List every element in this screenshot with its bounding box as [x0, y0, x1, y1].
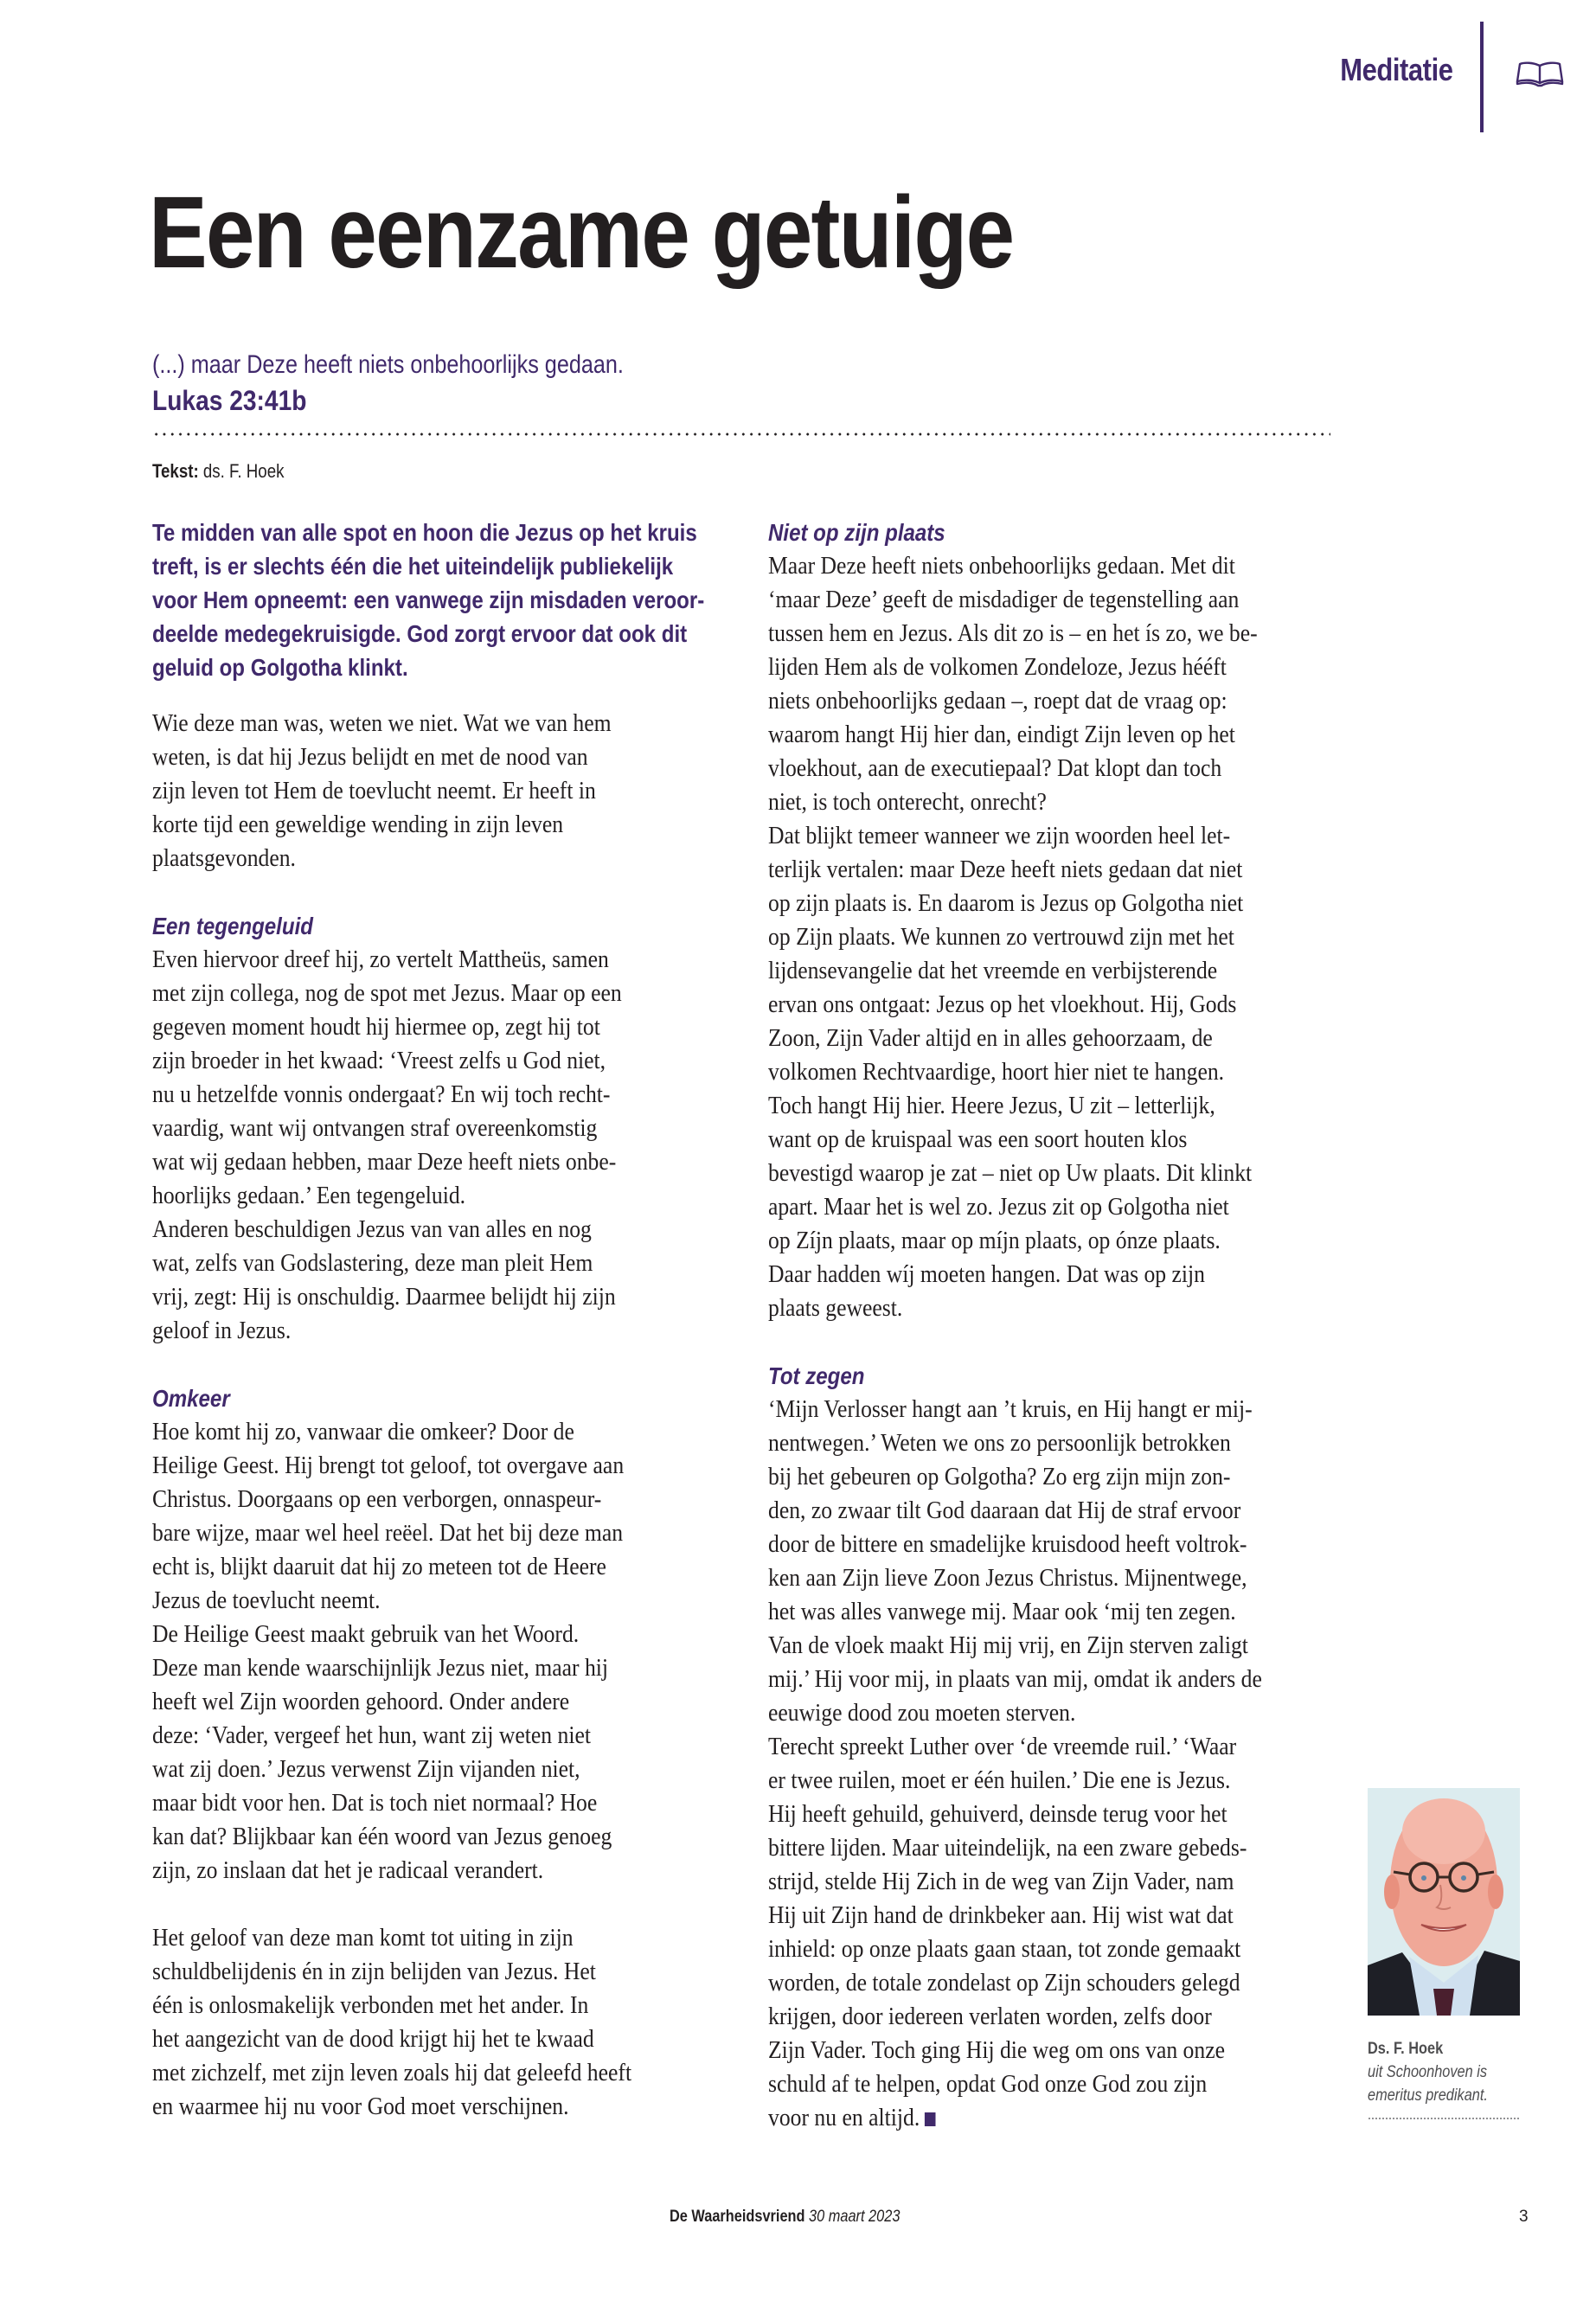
section-divider — [1480, 22, 1484, 132]
byline-label: Tekst: — [152, 460, 199, 482]
paragraph — [152, 1921, 740, 2124]
text-line: op Zíjn plaats, maar op míjn plaats, op ónze plaats. — [768, 1227, 1221, 1254]
author-name: Ds. F. Hoek — [1368, 2040, 1444, 2058]
text-line: ken aan Zijn lieve Zoon Jezus Christus. Mijnentwege, — [768, 1565, 1247, 1592]
text-line: en waarmee hij nu voor God moet verschijnen. — [152, 2093, 569, 2120]
text-line: korte tijd een geweldige wending in zijn leven — [152, 811, 564, 838]
text-line: heeft wel Zijn woorden gehoord. Onder andere — [152, 1689, 570, 1715]
text-line: De Heilige Geest maakt gebruik van het Woord. — [152, 1621, 580, 1648]
text-line: hoorlijks gedaan.’ Een tegengeluid. — [152, 1183, 466, 1209]
text-line: Anderen beschuldigen Jezus van van alles en nog — [152, 1216, 592, 1243]
text-line: op Zijn plaats. We kunnen zo vertrouwd zijn met het — [768, 924, 1234, 951]
text-line: niet, is toch onterecht, onrecht? — [768, 789, 1047, 816]
subheading-een-tegengeluid: Een tegengeluid — [152, 913, 313, 939]
text-line: Daar hadden wíj moeten hangen. Dat was op zijn — [768, 1261, 1205, 1288]
spacer — [768, 1325, 1356, 1359]
text-line: zijn, zo inslaan dat het je radicaal verandert. — [152, 1857, 544, 1884]
text-line: bevestigd waarop je zat – niet op Uw plaats. Dit klinkt — [768, 1160, 1253, 1187]
text-line: vaardig, want wij ontvangen straf overeenkomstig — [152, 1115, 598, 1142]
text-line: vrij, zegt: Hij is onschuldig. Daarmee belijdt hij zijn — [152, 1284, 616, 1311]
text-line: bij het gebeuren op Golgotha? Zo erg zijn mijn zon- — [768, 1464, 1231, 1490]
text-line: schuld af te helpen, opdat God onze God zou zijn — [768, 2071, 1208, 2098]
text-line: met zijn collega, nog de spot met Jezus. Maar op een — [152, 980, 622, 1007]
author-photo — [1368, 1788, 1520, 2016]
last-line-text: voor nu en altijd. — [768, 2105, 920, 2131]
text-line: het aangezicht van de dood krijgt hij het te kwaad — [152, 2026, 594, 2053]
text-line: één is onlosmakelijk verbonden met het ander. In — [152, 1992, 589, 2019]
text-line: worden, de totale zondelast op Zijn schouders gelegd — [768, 1970, 1240, 1997]
text-line: zijn leven tot Hem de toevlucht neemt. Er heeft in — [152, 778, 596, 804]
portrait-illustration — [1368, 1788, 1520, 2016]
text-line: ‘Mijn Verlosser hangt aan ’t kruis, en Hij hangt er mij- — [768, 1396, 1253, 1423]
author-caption-line: uit Schoonhoven is — [1368, 2063, 1488, 2081]
text-line: gegeven moment houdt hij hiermee op, zegt hij tot — [152, 1014, 600, 1041]
article-title: Een eenzame getuige — [149, 176, 1014, 290]
author-caption — [1368, 2037, 1523, 2107]
left-column — [152, 516, 740, 2124]
scripture-quote: (...) maar Deze heeft niets onbehoorlijks gedaan. — [152, 350, 624, 379]
text-line: plaats geweest. — [768, 1295, 903, 1322]
intro-line: Te midden van alle spot en hoon die Jezus op het kruis — [152, 519, 697, 546]
text-line-last — [768, 2101, 1298, 2135]
text-line: door de bittere en smadelijke kruisdood heeft voltrok- — [768, 1531, 1247, 1558]
text-line: het was alles vanwege mij. Maar ook ‘mij ten zegen. — [768, 1599, 1236, 1625]
text-line: Christus. Doorgaans op een verborgen, onnaspeur- — [152, 1486, 602, 1513]
text-line: kan dat? Blijkbaar kan één woord van Jezus genoeg — [152, 1823, 612, 1850]
text-line: den, zo zwaar tilt God daaraan dat Hij de straf ervoor — [768, 1497, 1241, 1524]
publication-date: 30 maart 2023 — [809, 2208, 901, 2226]
author-caption-line: emeritus predikant. — [1368, 2086, 1488, 2105]
text-line: lijden Hem als de volkomen Zondeloze, Jezus hééft — [768, 654, 1227, 681]
text-line: zijn broeder in het kwaad: ‘Vreest zelfs u God niet, — [152, 1048, 606, 1074]
end-of-article-square-icon — [925, 2112, 936, 2126]
text-line: Terecht spreekt Luther over ‘de vreemde ruil.’ ‘Waar — [768, 1734, 1237, 1760]
text-line: terlijk vertalen: maar Deze heeft niets gedaan dat niet — [768, 856, 1243, 883]
text-line: lijdensevangelie dat het vreemde en verbijsterende — [768, 958, 1218, 984]
text-line: op zijn plaats is. En daarom is Jezus op Golgotha niet — [768, 890, 1244, 917]
text-line: eeuwige dood zou moeten sterven. — [768, 1700, 1076, 1727]
right-column — [768, 516, 1356, 2135]
text-line: Zoon, Zijn Vader altijd en in alles gehoorzaam, de — [768, 1025, 1213, 1052]
text-line: want op de kruispaal was een soort houten klos — [768, 1126, 1188, 1153]
text-line: met zichzelf, met zijn leven zoals hij dat geleefd heeft — [152, 2060, 632, 2086]
text-line: apart. Maar het is wel zo. Jezus zit op Golgotha niet — [768, 1194, 1229, 1221]
text-line: weten, is dat hij Jezus belijdt en met de nood van — [152, 744, 588, 771]
text-line: mij.’ Hij voor mij, in plaats van mij, omdat ik anders de — [768, 1666, 1262, 1693]
intro-line: voor Hem opneemt: een vanwege zijn misdaden veroor- — [152, 586, 705, 613]
scripture-reference: Lukas 23:41b — [152, 385, 307, 416]
text-line: Van de vloek maakt Hij mij vrij, en Zijn sterven zaligt — [768, 1632, 1248, 1659]
dotted-divider — [152, 433, 1330, 436]
byline-author: ds. F. Hoek — [202, 460, 285, 482]
text-line: Wie deze man was, weten we niet. Wat we van hem — [152, 710, 612, 737]
text-line: niets onbehoorlijks gedaan –, roept dat de vraag op: — [768, 688, 1227, 715]
page-footer — [670, 2208, 900, 2227]
text-line: Hoe komt hij zo, vanwaar die omkeer? Door de — [152, 1419, 574, 1445]
text-line: bare wijze, maar wel heel reëel. Dat het bij deze man — [152, 1520, 624, 1547]
text-line: er twee ruilen, moet er één huilen.’ Die ene is Jezus. — [768, 1767, 1231, 1794]
text-line: echt is, blijkt daaruit dat hij zo meteen tot de Heere — [152, 1554, 606, 1580]
subheading-omkeer: Omkeer — [152, 1385, 230, 1412]
paragraph — [152, 943, 740, 1348]
text-line: strijd, stelde Hij Zich in de weg van Zijn Vader, nam — [768, 1868, 1234, 1895]
text-line: ervan ons ontgaat: Jezus op het vloekhout. Hij, Gods — [768, 991, 1237, 1018]
intro-lead — [152, 516, 740, 684]
text-line: Even hiervoor dreef hij, zo vertelt Mattheüs, samen — [152, 946, 609, 973]
text-line: nu u hetzelfde vonnis ondergaat? En wij toch recht- — [152, 1081, 611, 1108]
text-line: wat wij gedaan hebben, maar Deze heeft niets onbe- — [152, 1149, 617, 1176]
byline — [152, 460, 284, 483]
subheading-tot-zegen: Tot zegen — [768, 1362, 865, 1389]
text-line: wat zij doen.’ Jezus verwenst Zijn vijanden niet, — [152, 1756, 580, 1783]
spacer — [152, 875, 740, 909]
text-line: plaatsgevonden. — [152, 845, 296, 872]
subheading-niet-op-zijn-plaats: Niet op zijn plaats — [768, 519, 945, 546]
text-line: tussen hem en Jezus. Als dit zo is – en het ís zo, we be- — [768, 620, 1258, 647]
text-line: Hij heeft gehuild, gehuiverd, deinsde terug voor het — [768, 1801, 1227, 1828]
text-line: nentwegen.’ Weten we ons zo persoonlijk betrokken — [768, 1430, 1231, 1457]
spacer — [152, 1348, 740, 1381]
text-line: inhield: op onze plaats gaan staan, tot zonde gemaakt — [768, 1936, 1241, 1963]
paragraph — [768, 1393, 1356, 2135]
text-line: vloekhout, aan de executiepaal? Dat klopt dan toch — [768, 755, 1222, 782]
publication-name: De Waarheidsvriend — [670, 2208, 805, 2226]
intro-line: geluid op Golgotha klinkt. — [152, 654, 408, 681]
text-line: geloof in Jezus. — [152, 1317, 292, 1344]
intro-line: deelde medegekruisigde. God zorgt ervoor dat ook dit — [152, 620, 688, 647]
text-line: wat, zelfs van Godslastering, deze man pleit Hem — [152, 1250, 593, 1277]
text-line: Het geloof van deze man komt tot uiting in zijn — [152, 1925, 574, 1952]
text-line: bittere lijden. Maar uiteindelijk, na een zware gebeds- — [768, 1835, 1247, 1862]
text-line: waarom hangt Hij hier dan, eindigt Zijn leven op het — [768, 721, 1235, 748]
section-label: Meditatie — [1340, 52, 1453, 87]
text-line: maar bidt voor hen. Dat is toch niet normaal? Hoe — [152, 1790, 598, 1817]
text-line: Toch hangt Hij hier. Heere Jezus, U zit – letterlijk, — [768, 1093, 1215, 1119]
text-line: ‘maar Deze’ geeft de misdadiger de tegenstelling aan — [768, 586, 1240, 613]
text-line: deze: ‘Vader, vergeef het hun, want zij weten niet — [152, 1722, 592, 1749]
paragraph — [152, 1415, 740, 1888]
text-line: Zijn Vader. Toch ging Hij die weg om ons van onze — [768, 2037, 1225, 2064]
page-number: 3 — [1519, 2208, 1529, 2226]
text-line: Dat blijkt temeer wanneer we zijn woorden heel let- — [768, 823, 1231, 849]
intro-line: treft, is er slechts één die het uiteindelijk publiekelijk — [152, 553, 674, 580]
open-book-icon — [1516, 61, 1564, 88]
paragraph — [768, 549, 1356, 1325]
spacer — [152, 1888, 740, 1921]
text-line: Deze man kende waarschijnlijk Jezus niet, maar hij — [152, 1655, 609, 1682]
text-line: Jezus de toevlucht neemt. — [152, 1587, 381, 1614]
text-line: Heilige Geest. Hij brengt tot geloof, tot overgave aan — [152, 1452, 625, 1479]
paragraph — [152, 707, 740, 875]
text-line: krijgen, door iedereen verlaten worden, zelfs door — [768, 2003, 1212, 2030]
text-line: Maar Deze heeft niets onbehoorlijks gedaan. Met dit — [768, 553, 1235, 580]
caption-dotted-divider — [1368, 2118, 1520, 2119]
text-line: volkomen Rechtvaardige, hoort hier niet te hangen. — [768, 1059, 1225, 1086]
text-line: Hij uit Zijn hand de drinkbeker aan. Hij wist wat dat — [768, 1902, 1234, 1929]
text-line: schuldbelijdenis én in zijn belijden van Jezus. Het — [152, 1958, 596, 1985]
